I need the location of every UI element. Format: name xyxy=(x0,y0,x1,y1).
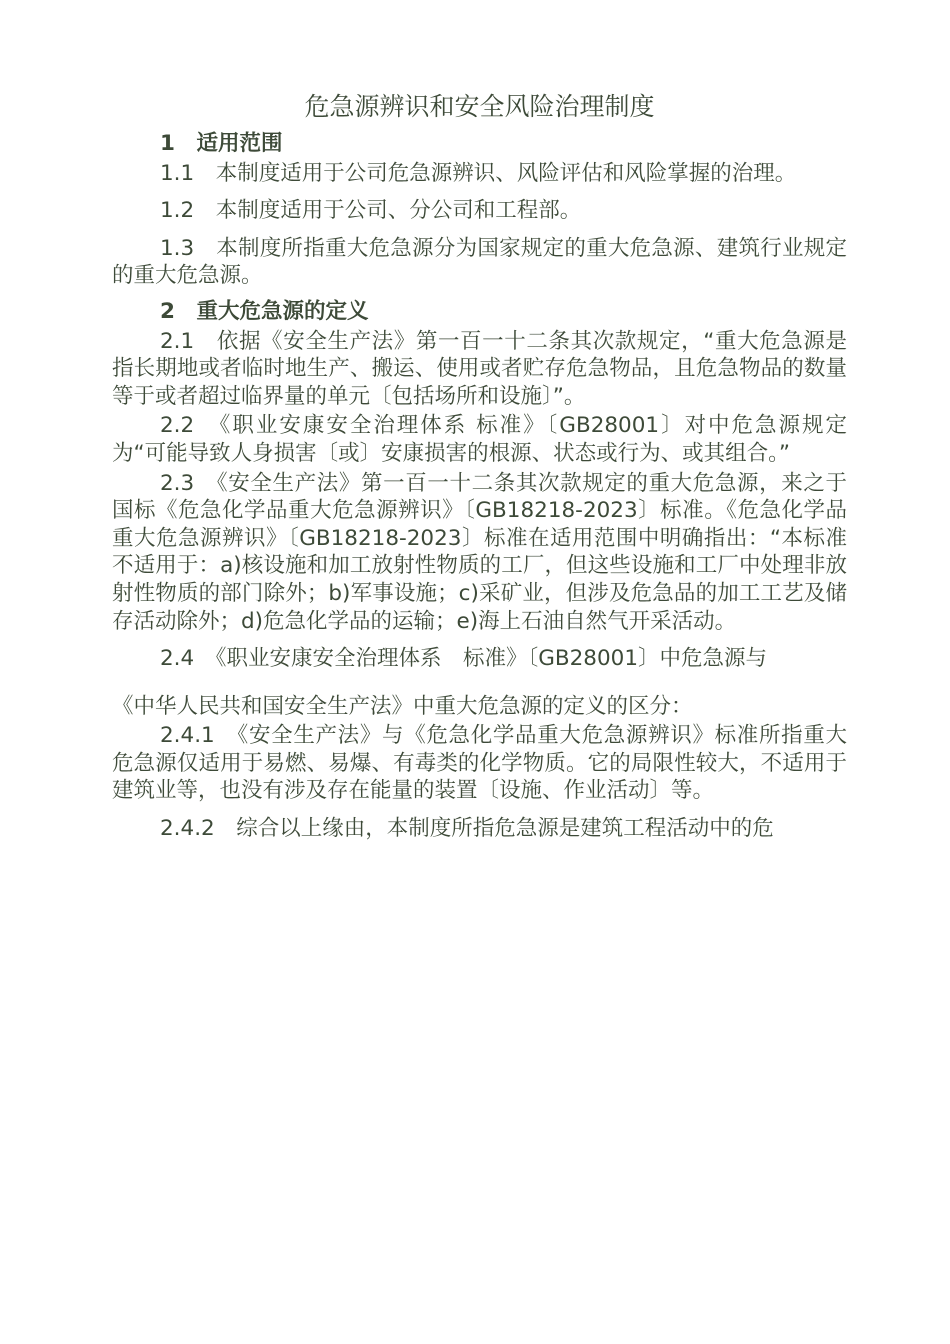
paragraph-1-2: 1.2 本制度适用于公司、分公司和工程部。 xyxy=(160,198,582,224)
document-title: 危急源辨识和安全风险治理制度 xyxy=(304,92,655,121)
paragraph-1-1: 1.1 本制度适用于公司危急源辨识、风险评估和风险掌握的治理。 xyxy=(160,160,797,186)
paragraph-2-4-2: 2.4.2 综合以上缘由，本制度所指危急源是建筑工程活动中的危 xyxy=(160,816,774,842)
paragraph-2-4-1: 2.4.1 《安全生产法》与《危急化学品重大危急源辨识》标准所指重大危急源仅适用于易燃、易爆、有毒类的化学物质。它的局限性较大，不适用于建筑业等，也没有涉及存在能量的装置〔设施、作业活动〕等。 xyxy=(112,723,847,804)
paragraph-2-1: 2.1 依据《安全生产法》第一百一十二条其次款规定，“重大危急源是指长期地或者临时地生产、搬运、使用或者贮存危急物品，且危急物品的数量等于或者超过临界量的单元〔包括场所和设施〕”。 xyxy=(112,328,847,409)
paragraph-1-3: 1.3 本制度所指重大危急源分为国家规定的重大危急源、建筑行业规定的重大危急源。 xyxy=(112,235,847,289)
section-heading-definition: 2 重大危急源的定义 xyxy=(160,298,369,324)
paragraph-2-4-line1: 2.4 《职业安康安全治理体系 标准》〔GB28001〕中危急源与 xyxy=(160,646,767,672)
document-page xyxy=(112,90,847,845)
paragraph-2-2: 2.2 《职业安康安全治理体系 标准》〔GB28001〕对中危急源规定为“可能导致人身损害〔或〕安康损害的根源、状态或行为、或其组合。” xyxy=(112,413,847,466)
section-heading-scope: 1 适用范围 xyxy=(160,131,283,156)
paragraph-2-3: 2.3 《安全生产法》第一百一十二条其次款规定的重大危急源，来之于国标《危急化学品重大危急源辨识》〔GB18218-2023〕标准。《危急化学品重大危急源辨识》〔GB18218-2023〕标准在适用范围中明确指出：“本标准不适用于：a)核设施和加工放射性物质的工厂，但这些设施和工厂中处理非放射性物质的部门除外；b)军事设施；c)采矿业，但涉及危急品的加工工艺及储存活动除外；d)危急化学品的运输；e)海上石油自然气开采活动。 xyxy=(112,470,847,634)
paragraph-2-4-line2: 《中华人民共和国安全生产法》中重大危急源的定义的区分： xyxy=(112,693,693,719)
